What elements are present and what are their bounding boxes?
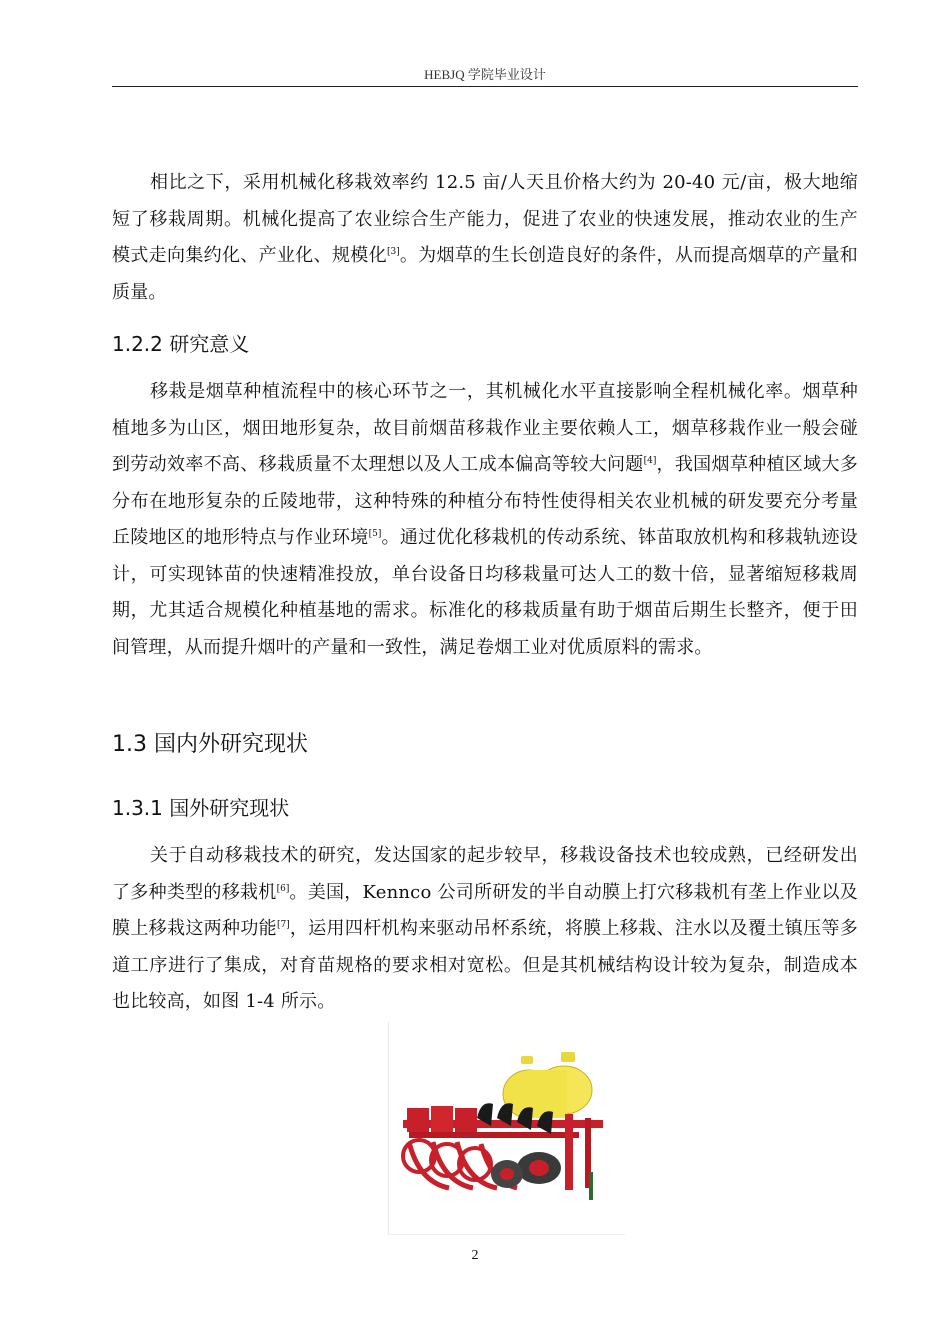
page-header: HEBJQ 学院毕业设计: [424, 67, 546, 82]
paragraph-text: 。美国，Kennco 公司所研发的半自动膜上打穴移栽机有垄上作业以及膜上移栽这两种功能: [112, 881, 858, 939]
paragraph-text: 关于自动移栽技术的研究，发达国家的起步较早，移栽设备技术也较成熟，已经研发出了多种类型的移栽机: [112, 845, 858, 903]
citation-ref: [3]: [386, 247, 400, 257]
section-heading-1-3: 1.3 国内外研究现状: [112, 732, 308, 757]
section-heading-1-3-1: 1.3.1 国外研究现状: [112, 796, 290, 820]
paragraph-foreign-research: [112, 838, 858, 1021]
paragraph-research-significance: [112, 374, 858, 666]
header-divider: [112, 86, 858, 87]
section-heading-1-2-2: 1.2.2 研究意义: [112, 332, 250, 356]
paragraph-text: 相比之下，采用机械化移栽效率约 12.5 亩/人天且价格大约为 20-40 元/亩，极大地缩短了移栽周期。机械化提高了农业综合生产能力，促进了农业的快速发展，推动农业的生产模式走向集约化、产业化、规模化: [112, 172, 858, 266]
paragraph-text: 移栽是烟草种植流程中的核心环节之一，其机械化水平直接影响全程机械化率。烟草种植地多为山区，烟田地形复杂，故目前烟苗移栽作业主要依赖人工，烟草移栽作业一般会碰到劳动效率不高、移栽质量不太理想以及人工成本偏高等较大问题: [112, 381, 858, 475]
paragraph-text: ，我国烟草种植区域大多分布在地形复杂的丘陵地带，这种特殊的种植分布特性使得相关农业机械的研发要充分考量丘陵地区的地形特点与作业环境: [112, 454, 859, 548]
paragraph-text: ，运用四杆机构来驱动吊杯系统，将膜上移栽、注水以及覆土镇压等多道工序进行了集成，对育苗规格的要求相对宽松。但是其机械结构设计较为复杂，制造成本也比较高，如图 1-4 所示。: [112, 918, 858, 1012]
citation-ref: [5]: [368, 529, 382, 539]
transplanter-figure: [388, 1022, 625, 1235]
page-number: 2: [471, 1248, 479, 1263]
paragraph-text: 。为烟草的生长创造良好的条件，从而提高烟草的产量和质量。: [112, 245, 858, 303]
paragraph-text: 。通过优化移栽机的传动系统、钵苗取放机构和移栽轨迹设计，可实现钵苗的快速精准投放，单台设备日均移栽量可达人工的数十倍，显著缩短移栽周期，尤其适合规模化种植基地的需求。标准化的移栽质量有助于烟苗后期生长整齐，便于田间管理，从而提升烟叶的产量和一致性，满足卷烟工业对优质原料的需求。: [112, 527, 858, 658]
transplanter-image: [389, 1022, 625, 1234]
citation-ref: [6]: [276, 883, 290, 894]
citation-ref: [7]: [276, 920, 290, 930]
citation-ref: [4]: [643, 456, 657, 466]
paragraph-mechanization-efficiency: [112, 165, 858, 311]
